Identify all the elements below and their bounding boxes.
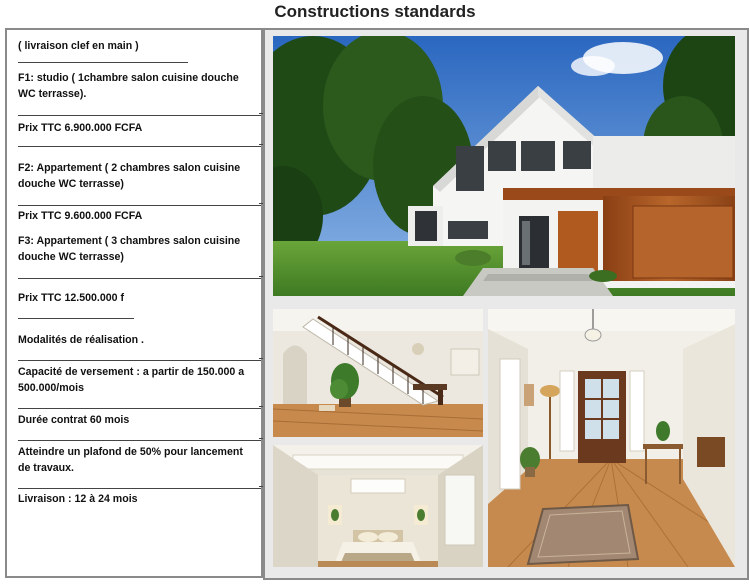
divider <box>18 488 261 489</box>
bedroom-photo <box>273 445 483 567</box>
house-exterior-photo <box>273 36 735 296</box>
divider <box>18 278 261 279</box>
page-title: Constructions standards <box>274 2 476 21</box>
f1-price: Prix TTC 6.900.000 FCFA <box>18 122 143 134</box>
entry-hall-photo <box>488 309 735 567</box>
divider <box>18 146 261 147</box>
intro-text: ( livraison clef en main ) <box>18 40 139 52</box>
staircase-interior-photo <box>273 309 483 437</box>
f2-price: Prix TTC 9.600.000 FCFA <box>18 210 143 222</box>
divider <box>18 360 261 361</box>
plafond-text: Atteindre un plafond de 50% pour lancement de travaux. <box>18 446 243 474</box>
capacite-text: Capacité de versement : a partir de 150.000 a 500.000/mois <box>18 366 245 394</box>
divider <box>18 205 261 206</box>
divider <box>18 318 134 319</box>
f3-price: Prix TTC 12.500.000 f <box>18 292 124 304</box>
divider <box>18 408 261 409</box>
modalites-heading: Modalités de réalisation . <box>18 334 144 346</box>
f1-description: F1: studio ( 1chambre salon cuisine douche WC terrasse). <box>18 72 239 100</box>
duree-text: Durée contrat 60 mois <box>18 414 130 426</box>
f3-description: F3: Appartement ( 3 chambres salon cuisine douche WC terrasse) <box>18 235 241 263</box>
divider <box>18 62 188 63</box>
divider <box>18 440 261 441</box>
divider <box>18 115 261 116</box>
f2-description: F2: Appartement ( 2 chambres salon cuisine douche WC terrasse) <box>18 162 241 190</box>
offer-text-panel <box>5 28 263 578</box>
livraison-text: Livraison : 12 à 24 mois <box>18 493 138 505</box>
